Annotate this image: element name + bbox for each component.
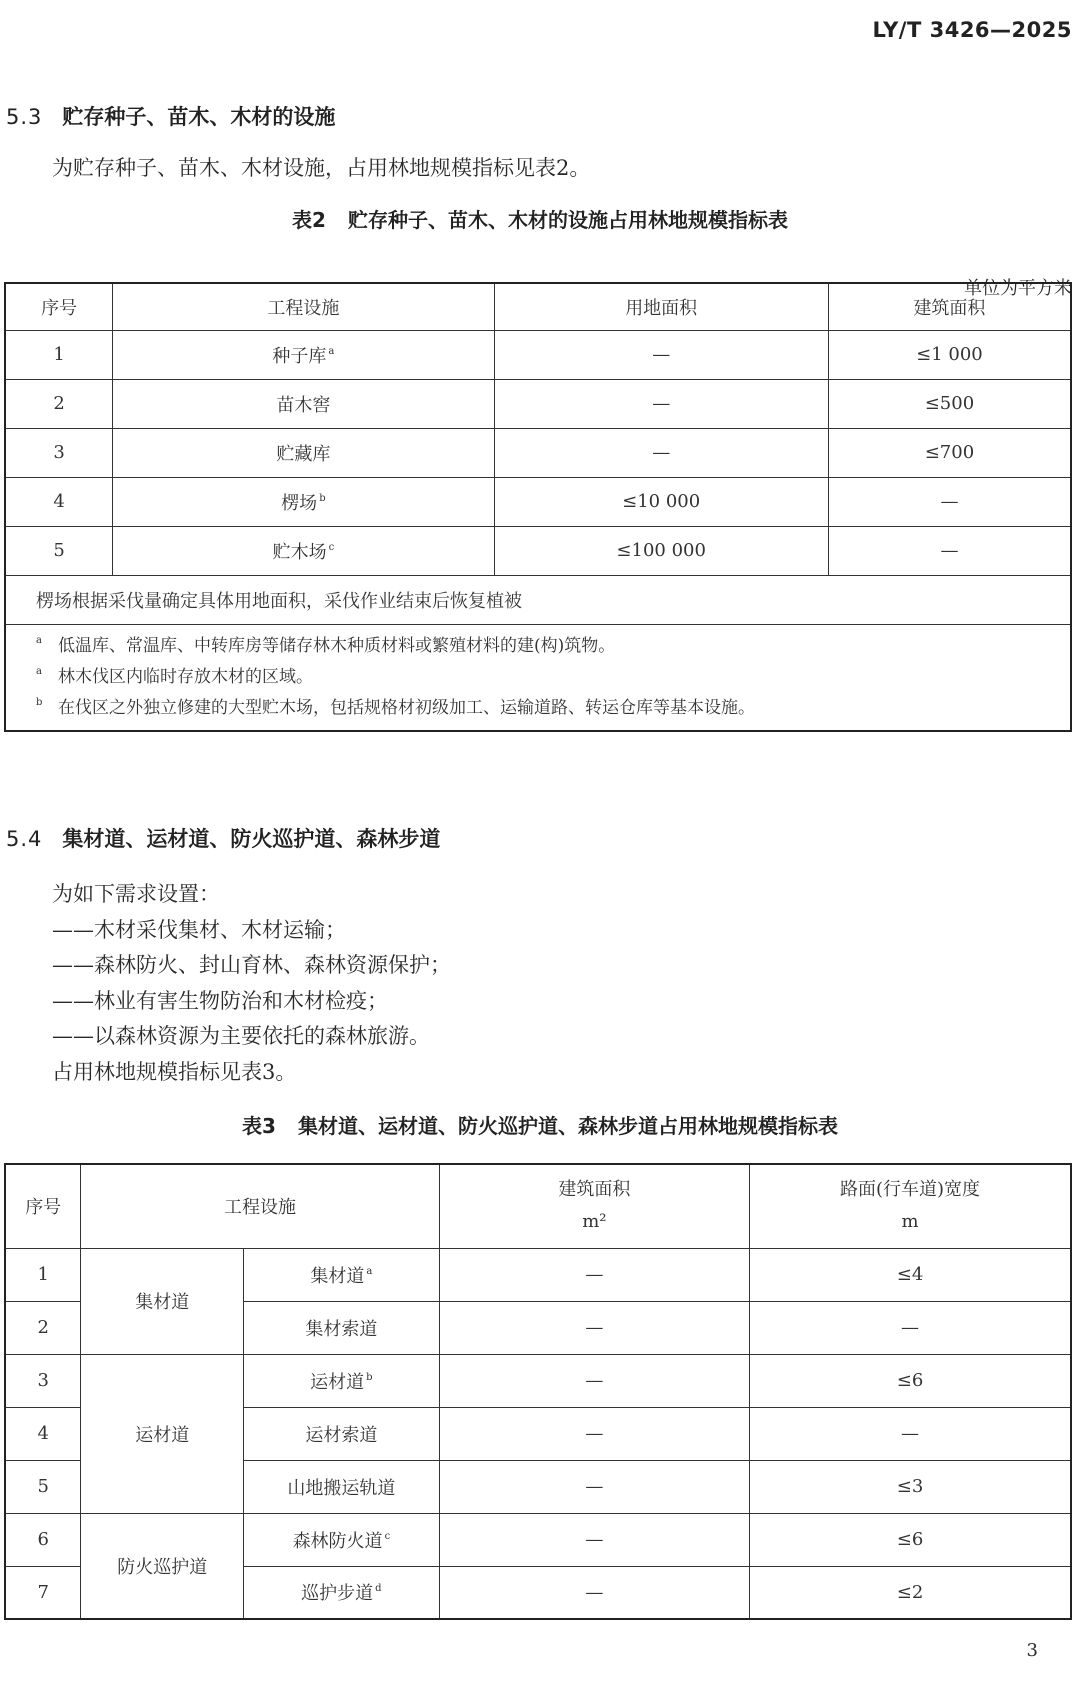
building-area-cell: ≤500 <box>828 379 1071 428</box>
facility-cell <box>244 1301 440 1354</box>
building-area-cell: — <box>828 526 1071 575</box>
header-unit: m <box>901 1211 919 1233</box>
footnote-mark: a <box>36 665 42 677</box>
facility-cell <box>113 428 494 477</box>
table-footnotes-row <box>5 624 1071 731</box>
land-area-cell: ≤10 000 <box>494 477 828 526</box>
table-note: 楞场根据采伐量确定具体用地面积，采伐作业结束后恢复植被 <box>5 575 1071 624</box>
table-row <box>5 526 1071 575</box>
building-area-cell: — <box>439 1407 749 1460</box>
table3 <box>4 1163 1072 1620</box>
land-area-cell: — <box>494 379 828 428</box>
table-note-row <box>5 575 1071 624</box>
header-cell: 序号 <box>5 1164 81 1248</box>
table-row <box>5 1248 1071 1301</box>
section-5-4-heading <box>6 823 440 853</box>
table2-unit: 单位为平方米 <box>964 278 1072 299</box>
building-area-cell: — <box>439 1513 749 1566</box>
footnote-text: 在伐区之外独立修建的大型贮木场，包括规格材初级加工、运输道路、转运仓库等基本设施。 <box>58 697 755 718</box>
facility-name: 贮木场 <box>272 541 327 563</box>
footnote <box>36 662 1070 693</box>
width-cell: ≤3 <box>750 1460 1071 1513</box>
group-cell: 防火巡护道 <box>81 1513 244 1619</box>
page-number: 3 <box>1026 1640 1038 1661</box>
facility-cell <box>244 1460 440 1513</box>
facility-cell <box>244 1513 440 1566</box>
facility-cell <box>244 1354 440 1407</box>
building-area-cell: — <box>439 1301 749 1354</box>
row-number: 1 <box>5 330 113 379</box>
facility-name: 森林防火道 <box>292 1530 383 1552</box>
building-area-cell: ≤1 000 <box>828 330 1071 379</box>
facility-name: 楞场 <box>281 492 318 514</box>
list-item: ——木材采伐集材、木材运输； <box>52 918 346 942</box>
row-number: 2 <box>5 379 113 428</box>
table-footnotes <box>5 624 1071 731</box>
table2 <box>4 282 1072 732</box>
footnote <box>36 631 1070 662</box>
table-row <box>5 379 1071 428</box>
footnote-mark: b <box>366 1371 373 1383</box>
row-number: 1 <box>5 1248 81 1301</box>
table-number: 表3 <box>242 1114 276 1138</box>
footnote-mark: c <box>384 1530 391 1542</box>
building-area-cell: — <box>439 1460 749 1513</box>
header-cell <box>439 1164 749 1248</box>
footnote-mark: c <box>328 541 335 553</box>
footnote-mark: a <box>36 634 42 646</box>
building-area-cell: — <box>828 477 1071 526</box>
footnote-mark: a <box>366 1265 373 1277</box>
footnote-text: 林木伐区内临时存放木材的区域。 <box>58 666 313 687</box>
table-row <box>5 330 1071 379</box>
section-title: 贮存种子、苗木、木材的设施 <box>62 105 336 129</box>
facility-cell <box>113 379 494 428</box>
footnote-mark: b <box>36 696 43 708</box>
building-area-cell: ≤700 <box>828 428 1071 477</box>
header-cell <box>750 1164 1071 1248</box>
land-area-cell: — <box>494 428 828 477</box>
list-item: ——林业有害生物防治和木材检疫； <box>52 989 388 1013</box>
header-cell: 用地面积 <box>494 283 828 330</box>
table-number: 表2 <box>292 208 326 232</box>
width-cell: — <box>750 1407 1071 1460</box>
facility-name: 山地搬运轨道 <box>287 1477 396 1499</box>
table3-caption <box>0 1110 1080 1139</box>
list-item: ——森林防火、封山育林、森林资源保护； <box>52 953 451 977</box>
row-number: 3 <box>5 1354 81 1407</box>
facility-cell <box>113 477 494 526</box>
facility-cell <box>113 526 494 575</box>
header-cell: 工程设施 <box>113 283 494 330</box>
row-number: 5 <box>5 1460 81 1513</box>
facility-cell <box>113 330 494 379</box>
footnote <box>36 693 1070 724</box>
header-unit: m² <box>582 1211 607 1233</box>
section-title: 集材道、运材道、防火巡护道、森林步道 <box>62 827 441 851</box>
land-area-cell: — <box>494 330 828 379</box>
footnote-text: 低温库、常温库、中转库房等储存林木种质材料或繁殖材料的建(构)筑物。 <box>58 635 616 656</box>
row-number: 6 <box>5 1513 81 1566</box>
facility-name: 集材索道 <box>305 1318 378 1340</box>
standard-code: LY/T 3426—2025 <box>872 18 1072 42</box>
footnote-mark: b <box>319 492 326 504</box>
list-item: ——以森林资源为主要依托的森林旅游。 <box>52 1024 430 1048</box>
facility-name: 运材索道 <box>305 1424 378 1446</box>
facility-name: 运材道 <box>310 1371 365 1393</box>
facility-cell <box>244 1566 440 1619</box>
facility-name: 巡护步道 <box>301 1583 374 1605</box>
facility-name: 苗木窖 <box>276 394 331 416</box>
row-number: 3 <box>5 428 113 477</box>
group-cell: 集材道 <box>81 1248 244 1354</box>
table-row <box>5 1513 1071 1566</box>
width-cell: ≤6 <box>750 1513 1071 1566</box>
table-title: 贮存种子、苗木、木材的设施占用林地规模指标表 <box>347 208 788 232</box>
table-header-row <box>5 1164 1071 1248</box>
section-number: 5.4 <box>6 827 43 851</box>
building-area-cell: — <box>439 1566 749 1619</box>
width-cell: ≤2 <box>750 1566 1071 1619</box>
section-5-4-outro: 占用林地规模指标见表3。 <box>52 1060 297 1084</box>
facility-cell <box>244 1407 440 1460</box>
width-cell: — <box>750 1301 1071 1354</box>
section-5-4-intro: 为如下需求设置： <box>52 882 220 906</box>
facility-name: 集材道 <box>310 1265 365 1287</box>
section-number: 5.3 <box>6 105 43 129</box>
section-5-3-intro: 为贮存种子、苗木、木材设施，占用林地规模指标见表2。 <box>52 156 591 180</box>
footnote-mark: a <box>328 345 335 357</box>
row-number: 4 <box>5 477 113 526</box>
header-label: 建筑面积 <box>558 1179 631 1201</box>
table-title: 集材道、运材道、防火巡护道、森林步道占用林地规模指标表 <box>297 1114 838 1138</box>
table2-caption <box>0 204 1080 233</box>
building-area-cell: — <box>439 1354 749 1407</box>
row-number: 4 <box>5 1407 81 1460</box>
header-cell: 工程设施 <box>81 1164 439 1248</box>
header-cell: 序号 <box>5 283 113 330</box>
land-area-cell: ≤100 000 <box>494 526 828 575</box>
building-area-cell: — <box>439 1248 749 1301</box>
table-row <box>5 1354 1071 1407</box>
section-5-3-heading <box>6 101 335 131</box>
width-cell: ≤4 <box>750 1248 1071 1301</box>
facility-cell <box>244 1248 440 1301</box>
facility-name: 种子库 <box>272 345 327 367</box>
row-number: 2 <box>5 1301 81 1354</box>
header-cell: 建筑面积 <box>828 283 1071 330</box>
width-cell: ≤6 <box>750 1354 1071 1407</box>
table-row <box>5 428 1071 477</box>
table-row <box>5 477 1071 526</box>
footnote-mark: d <box>375 1583 382 1595</box>
table-header-row <box>5 283 1071 330</box>
row-number: 5 <box>5 526 113 575</box>
group-cell: 运材道 <box>81 1354 244 1513</box>
header-label: 路面(行车道)宽度 <box>840 1179 981 1201</box>
facility-name: 贮藏库 <box>276 443 331 465</box>
row-number: 7 <box>5 1566 81 1619</box>
